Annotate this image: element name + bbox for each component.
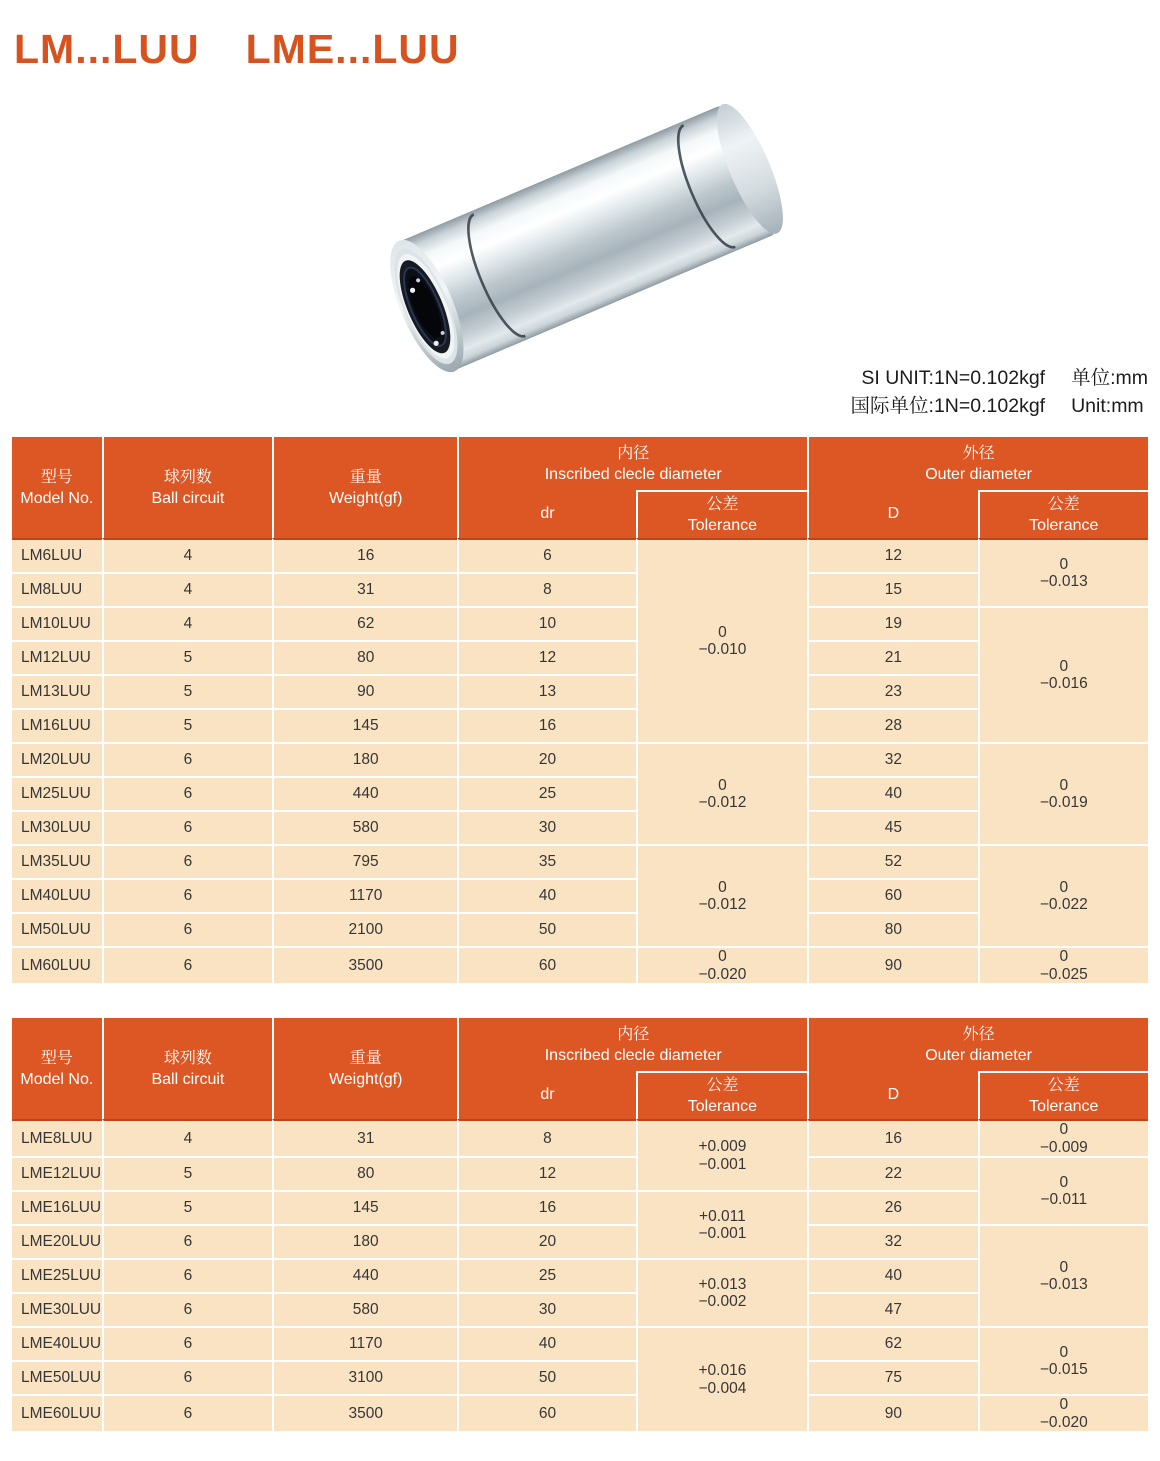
cell-weight: 3500 [272, 1394, 457, 1431]
cell-dr: 60 [457, 1394, 635, 1431]
cell-ball-circuit: 5 [102, 674, 272, 708]
cell-dr-tolerance: 0 −0.012 [636, 844, 808, 946]
cell-outer-diameter: 80 [807, 912, 977, 946]
cell-model: LM40LUU [12, 878, 102, 912]
cell-ball-circuit: 4 [102, 606, 272, 640]
cell-model: LM8LUU [12, 572, 102, 606]
cell-outer-diameter: 45 [807, 810, 977, 844]
cell-weight: 31 [272, 1119, 457, 1156]
cell-dr: 8 [457, 572, 635, 606]
cell-weight: 62 [272, 606, 457, 640]
table-row [12, 606, 1148, 640]
cell-ball-circuit: 6 [102, 776, 272, 810]
cell-dr: 20 [457, 1224, 635, 1258]
col-header-inner-tolerance: 公差 Tolerance [636, 1071, 808, 1119]
cell-dr: 25 [457, 776, 635, 810]
cell-dr: 40 [457, 878, 635, 912]
lme-luu-spec-table [12, 1018, 1148, 1431]
cell-ball-circuit: 6 [102, 1224, 272, 1258]
cell-outer-diameter: 52 [807, 844, 977, 878]
cell-ball-circuit: 4 [102, 1119, 272, 1156]
cell-dr-tolerance: +0.009 −0.001 [636, 1119, 808, 1190]
cell-ball-circuit: 6 [102, 946, 272, 983]
col-group-inner-diameter: 内径 Inscribed clecle diameter [457, 1018, 807, 1071]
table-row [12, 1394, 1148, 1431]
cell-dr-tolerance: 0 −0.020 [636, 946, 808, 983]
cell-ball-circuit: 6 [102, 1292, 272, 1326]
cell-outer-diameter: 28 [807, 708, 977, 742]
cell-outer-diameter: 90 [807, 1394, 977, 1431]
cell-ball-circuit: 5 [102, 1190, 272, 1224]
cell-outer-diameter: 47 [807, 1292, 977, 1326]
cell-model: LME12LUU [12, 1156, 102, 1190]
col-header-dr: dr [457, 1071, 635, 1119]
page-title-lme: LME...LUU [245, 26, 460, 72]
cell-outer-diameter: 90 [807, 946, 977, 983]
cell-ball-circuit: 6 [102, 1360, 272, 1394]
col-header-ball-circuit: 球列数 Ball circuit [102, 1018, 272, 1119]
cell-ball-circuit: 4 [102, 538, 272, 572]
cell-dr: 35 [457, 844, 635, 878]
page-title [14, 26, 460, 73]
cell-outer-diameter: 15 [807, 572, 977, 606]
cell-model: LM16LUU [12, 708, 102, 742]
cell-dr: 60 [457, 946, 635, 983]
cell-weight: 580 [272, 810, 457, 844]
cell-model: LME50LUU [12, 1360, 102, 1394]
cell-weight: 180 [272, 1224, 457, 1258]
cell-model: LM10LUU [12, 606, 102, 640]
cell-outer-diameter: 40 [807, 776, 977, 810]
cell-outer-diameter: 12 [807, 538, 977, 572]
cell-dr-tolerance: +0.011 −0.001 [636, 1190, 808, 1258]
cell-outer-tolerance: 0 −0.013 [978, 1224, 1148, 1326]
cell-outer-tolerance: 0 −0.025 [978, 946, 1148, 983]
cell-outer-diameter: 75 [807, 1360, 977, 1394]
col-header-outer-tolerance: 公差 Tolerance [978, 490, 1148, 538]
cell-outer-diameter: 21 [807, 640, 977, 674]
cell-dr: 30 [457, 1292, 635, 1326]
col-header-outer-tolerance: 公差 Tolerance [978, 1071, 1148, 1119]
cell-dr: 25 [457, 1258, 635, 1292]
cell-model: LME30LUU [12, 1292, 102, 1326]
cell-dr: 16 [457, 708, 635, 742]
cell-weight: 795 [272, 844, 457, 878]
cell-weight: 145 [272, 708, 457, 742]
cell-outer-tolerance: 0 −0.016 [978, 606, 1148, 742]
cell-model: LM60LUU [12, 946, 102, 983]
cell-model: LM12LUU [12, 640, 102, 674]
col-group-outer-diameter: 外径 Outer diameter [807, 1018, 1148, 1071]
cell-outer-diameter: 19 [807, 606, 977, 640]
cell-ball-circuit: 6 [102, 878, 272, 912]
cell-model: LM30LUU [12, 810, 102, 844]
cell-weight: 1170 [272, 1326, 457, 1360]
cell-model: LM50LUU [12, 912, 102, 946]
cell-dr: 12 [457, 640, 635, 674]
cell-model: LME16LUU [12, 1190, 102, 1224]
cell-model: LM20LUU [12, 742, 102, 776]
unit-note-intl: 国际单位:1N=0.102kgf [850, 395, 1046, 417]
cell-model: LME40LUU [12, 1326, 102, 1360]
col-header-model: 型号 Model No. [12, 1018, 102, 1119]
cell-ball-circuit: 5 [102, 1156, 272, 1190]
cell-ball-circuit: 6 [102, 1258, 272, 1292]
table-row [12, 538, 1148, 572]
cell-ball-circuit: 6 [102, 912, 272, 946]
cell-model: LME20LUU [12, 1224, 102, 1258]
cell-dr: 50 [457, 912, 635, 946]
cell-dr-tolerance: 0 −0.010 [636, 538, 808, 742]
cell-dr: 30 [457, 810, 635, 844]
cell-ball-circuit: 5 [102, 640, 272, 674]
cell-weight: 440 [272, 776, 457, 810]
cell-outer-diameter: 32 [807, 742, 977, 776]
cell-outer-diameter: 32 [807, 1224, 977, 1258]
lm-luu-table-body [12, 538, 1148, 983]
cell-ball-circuit: 6 [102, 844, 272, 878]
cell-outer-diameter: 60 [807, 878, 977, 912]
table-row [12, 844, 1148, 878]
cell-outer-tolerance: 0 −0.009 [978, 1119, 1148, 1156]
col-header-outer-d: D [807, 1071, 977, 1119]
cell-model: LME25LUU [12, 1258, 102, 1292]
cell-dr: 16 [457, 1190, 635, 1224]
lme-luu-table-body [12, 1119, 1148, 1431]
cell-weight: 1170 [272, 878, 457, 912]
cell-ball-circuit: 6 [102, 1394, 272, 1431]
cell-weight: 2100 [272, 912, 457, 946]
cell-dr: 12 [457, 1156, 635, 1190]
cell-weight: 80 [272, 1156, 457, 1190]
linear-bearing-photo [372, 88, 802, 388]
cell-outer-diameter: 22 [807, 1156, 977, 1190]
col-header-outer-d: D [807, 490, 977, 538]
cell-dr: 20 [457, 742, 635, 776]
col-header-weight: 重量 Weight(gf) [272, 1018, 457, 1119]
cell-outer-diameter: 26 [807, 1190, 977, 1224]
table-row [12, 1156, 1148, 1190]
cell-weight: 440 [272, 1258, 457, 1292]
cell-ball-circuit: 4 [102, 572, 272, 606]
unit-note-mm-en: Unit:mm [1071, 395, 1144, 417]
cell-outer-tolerance: 0 −0.015 [978, 1326, 1148, 1394]
cell-outer-tolerance: 0 −0.019 [978, 742, 1148, 844]
lm-luu-spec-table [12, 437, 1148, 983]
cell-model: LM6LUU [12, 538, 102, 572]
cell-dr: 6 [457, 538, 635, 572]
cell-outer-tolerance: 0 −0.013 [978, 538, 1148, 606]
cell-dr: 10 [457, 606, 635, 640]
table-row [12, 742, 1148, 776]
page-title-lm: LM...LUU [14, 26, 200, 72]
cell-ball-circuit: 6 [102, 742, 272, 776]
cell-dr: 40 [457, 1326, 635, 1360]
cell-weight: 580 [272, 1292, 457, 1326]
cell-weight: 31 [272, 572, 457, 606]
cell-weight: 145 [272, 1190, 457, 1224]
cell-weight: 90 [272, 674, 457, 708]
cell-outer-diameter: 23 [807, 674, 977, 708]
cell-outer-tolerance: 0 −0.020 [978, 1394, 1148, 1431]
cell-weight: 16 [272, 538, 457, 572]
table-row [12, 1326, 1148, 1360]
cell-dr-tolerance: +0.013 −0.002 [636, 1258, 808, 1326]
unit-note-si: SI UNIT:1N=0.102kgf [861, 367, 1046, 389]
cell-ball-circuit: 6 [102, 1326, 272, 1360]
cell-model: LM35LUU [12, 844, 102, 878]
col-header-weight: 重量 Weight(gf) [272, 437, 457, 538]
cell-dr-tolerance: +0.016 −0.004 [636, 1326, 808, 1431]
cell-outer-diameter: 62 [807, 1326, 977, 1360]
cell-dr: 13 [457, 674, 635, 708]
cell-weight: 3500 [272, 946, 457, 983]
unit-notes [851, 366, 1148, 419]
cell-outer-tolerance: 0 −0.022 [978, 844, 1148, 946]
cell-ball-circuit: 5 [102, 708, 272, 742]
col-header-dr: dr [457, 490, 635, 538]
cell-dr-tolerance: 0 −0.012 [636, 742, 808, 844]
col-group-inner-diameter: 内径 Inscribed clecle diameter [457, 437, 807, 490]
cell-weight: 3100 [272, 1360, 457, 1394]
col-header-model: 型号 Model No. [12, 437, 102, 538]
table-row [12, 946, 1148, 983]
col-header-ball-circuit: 球列数 Ball circuit [102, 437, 272, 538]
unit-note-mm-zh: 单位:mm [1071, 367, 1148, 389]
cell-outer-tolerance: 0 −0.011 [978, 1156, 1148, 1224]
table-row [12, 1224, 1148, 1258]
col-group-outer-diameter: 外径 Outer diameter [807, 437, 1148, 490]
cell-weight: 180 [272, 742, 457, 776]
cell-model: LME60LUU [12, 1394, 102, 1431]
cell-ball-circuit: 6 [102, 810, 272, 844]
cell-model: LM13LUU [12, 674, 102, 708]
cell-model: LM25LUU [12, 776, 102, 810]
table-row [12, 1119, 1148, 1156]
cell-model: LME8LUU [12, 1119, 102, 1156]
cell-weight: 80 [272, 640, 457, 674]
cell-dr: 8 [457, 1119, 635, 1156]
cell-outer-diameter: 40 [807, 1258, 977, 1292]
cell-outer-diameter: 16 [807, 1119, 977, 1156]
col-header-inner-tolerance: 公差 Tolerance [636, 490, 808, 538]
cell-dr: 50 [457, 1360, 635, 1394]
